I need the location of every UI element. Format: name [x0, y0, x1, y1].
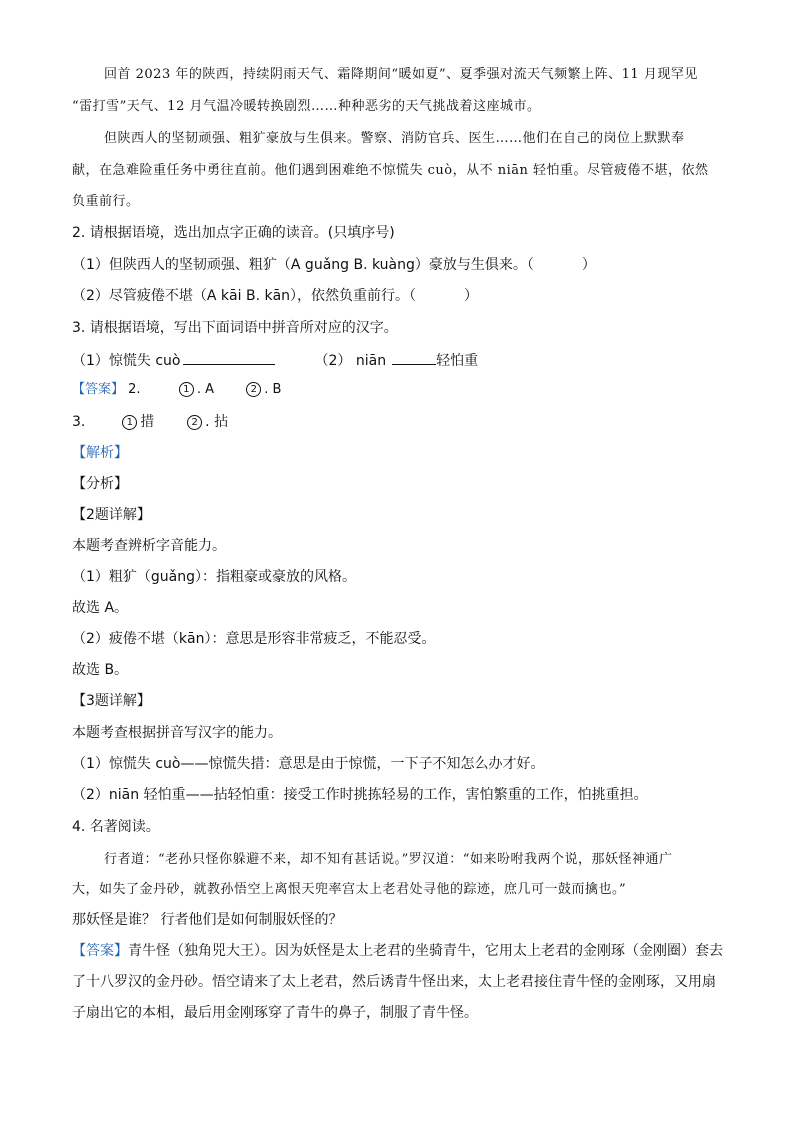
q3-items — [72, 350, 478, 370]
answer-2-2: . B — [264, 382, 282, 397]
q4-answer-text-1: 青牛怪（独角兕大王）。因为妖怪是太上老君的坐骑青牛，它用太上老君的金刚琢（金刚圈）套去 — [128, 943, 723, 959]
q2-detail-line-4: 故选 B。 — [72, 662, 129, 678]
answer-2-row — [72, 381, 281, 399]
q2-item-1-close: ） — [581, 257, 596, 273]
passage-line-1: 回首 2023 年的陕西，持续阴雨天气、霜降期间“暖如夏”、夏季强对流天气频繁上阵、11 月现罕见 — [104, 67, 698, 82]
circled-two-icon: 2 — [246, 382, 261, 397]
passage-line-2: “雷打雪”天气、12 月气温冷暖转换剧烈……种种恶劣的天气挑战着这座城市。 — [72, 99, 541, 114]
q3-detail-line-1: （1）惊慌失 cuò——惊慌失措：意思是由于惊慌，一下子不知怎么办才好。 — [72, 756, 545, 772]
q4-answer-line-1 — [72, 942, 723, 960]
q3-item-2-prefix: （2） niān — [314, 353, 387, 369]
q3-item-2-suffix: 轻怕重 — [436, 353, 479, 369]
q4-quote-line-1: 行者道：“老孙只怪你躲避不来，却不知有甚话说。”罗汉道：“如来吩咐我两个说，那妖怪神通广 — [104, 852, 673, 867]
q3-item-2-blank[interactable] — [392, 350, 436, 365]
q3-detail-heading: 【3题详解】 — [72, 693, 151, 709]
circled-one-icon: 1 — [179, 382, 194, 397]
answer-3-2: . 拈 — [205, 414, 229, 430]
q4-answer-line-3: 子扇出它的本相，最后用金刚琢穿了青牛的鼻子，制服了青牛怪。 — [72, 1005, 478, 1021]
answer-3-number: 3. — [72, 414, 86, 430]
q2-detail-line-3: （2）疲倦不堪（kān）：意思是形容非常疲乏，不能忍受。 — [72, 631, 436, 647]
q3-stem: 3. 请根据语境，写出下面词语中拼音所对应的汉字。 — [72, 320, 398, 336]
q2-item-1 — [72, 256, 596, 274]
analysis-tag: 【解析】 — [72, 445, 128, 461]
q2-detail-line-1: （1）粗犷（guǎng）：指粗豪或豪放的风格。 — [72, 569, 357, 585]
passage-line-5: 负重前行。 — [72, 194, 140, 209]
q4-answer-line-2: 了十八罗汉的金丹砂。悟空请来了太上老君，然后诱青牛怪出来，太上老君接住青牛怪的金刚琢，又用扇 — [72, 974, 716, 990]
q4-question: 那妖怪是谁？ 行者他们是如何制服妖怪的？ — [72, 912, 343, 928]
q2-item-2 — [72, 287, 478, 305]
q4-stem: 4. 名著阅读。 — [72, 819, 160, 835]
q3-item-1-blank[interactable] — [183, 350, 275, 365]
q3-detail-line-2: （2）niān 轻怕重——拈轻怕重：接受工作时挑拣轻易的工作，害怕繁重的工作，怕挑重担。 — [72, 787, 648, 803]
q2-item-2-close: ） — [464, 288, 479, 304]
analysis-fenxi: 【分析】 — [72, 476, 128, 492]
q2-item-2-text: （2）尽管疲倦不堪（A kāi B. kān），依然负重前行。（ — [72, 288, 417, 304]
answer-2-1: . A — [196, 382, 215, 397]
q2-detail-line-2: 故选 A。 — [72, 600, 129, 616]
answer-2-number: 2. — [128, 382, 141, 397]
q4-answer-tag: 【答案】 — [72, 943, 128, 959]
q2-detail-heading: 【2题详解】 — [72, 507, 151, 523]
q2-item-1-text: （1）但陕西人的坚韧顽强、粗犷（A guǎng B. kuàng）豪放与生俱来。（ — [72, 257, 534, 273]
q3-detail-intro: 本题考查根据拼音写汉字的能力。 — [72, 725, 282, 741]
answer-3-1: 措 — [140, 414, 155, 430]
answer-tag: 【答案】 — [72, 382, 125, 397]
passage-line-4: 献，在急难险重任务中勇往直前。他们遇到困难绝不惊慌失 cuò，从不 niān 轻怕重。尽管疲倦不堪，依然 — [72, 163, 709, 178]
circled-one-icon: 1 — [122, 415, 137, 430]
q2-detail-intro: 本题考查辨析字音能力。 — [72, 538, 226, 554]
answer-3-row — [72, 413, 228, 431]
q3-item-1-prefix: （1）惊慌失 cuò — [72, 353, 181, 369]
q4-quote-line-2: 大，如失了金丹砂，就教孙悟空上离恨天兜率宫太上老君处寻他的踪迹，庶几可一鼓而擒也。” — [72, 882, 627, 897]
circled-two-icon: 2 — [187, 415, 202, 430]
q2-stem: 2. 请根据语境，选出加点字正确的读音。(只填序号) — [72, 225, 395, 241]
passage-line-3: 但陕西人的坚韧顽强、粗犷豪放与生俱来。警察、消防官兵、医生……他们在自己的岗位上默默奉 — [104, 131, 685, 146]
